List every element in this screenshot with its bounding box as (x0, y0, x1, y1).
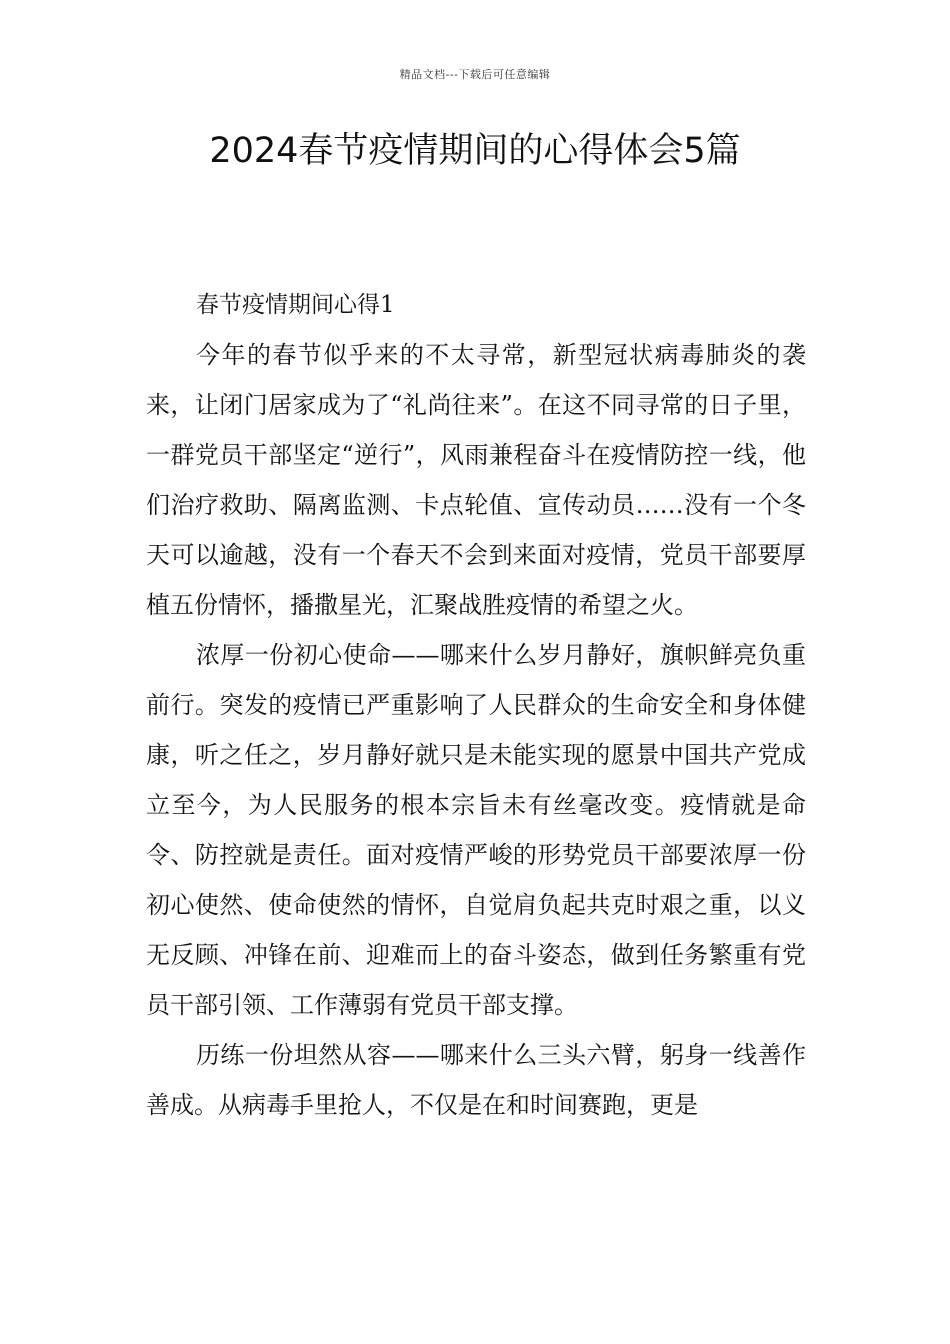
paragraph-3: 历练一份坦然从容——哪来什么三头六臂，躬身一线善作善成。从病毒手里抢人，不仅是在和时间赛跑，更是 (146, 1041, 806, 1119)
document-title: 2024春节疫情期间的心得体会5篇 (209, 131, 741, 171)
section-heading: 春节疫情期间心得1 (196, 292, 395, 318)
paragraph-1: 今年的春节似乎来的不太寻常，新型冠状病毒肺炎的袭来，让闭门居家成为了“礼尚往来”。在这不同寻常的日子里，一群党员干部坚定“逆行”，风雨兼程奋斗在疫情防控一线，他们治疗救助、隔离监测、卡点轮值、宣传动员……没有一个冬天可以逾越，没有一个春天不会到来面对疫情，党员干部要厚植五份情怀，播撒星光，汇聚战胜疫情的希望之火。 (146, 341, 806, 619)
header-note: 精品文档---下载后可任意编辑 (399, 68, 551, 81)
body-text (146, 280, 806, 1130)
paragraph-2: 浓厚一份初心使命——哪来什么岁月静好，旗帜鲜亮负重前行。突发的疫情已严重影响了人民群众的生命安全和身体健康，听之任之，岁月静好就只是未能实现的愿景中国共产党成立至今，为人民服务的根本宗旨未有丝毫改变。疫情就是命令、防控就是责任。面对疫情严峻的形势党员干部要浓厚一份初心使然、使命使然的情怀，自觉肩负起共克时艰之重，以义无反顾、冲锋在前、迎难而上的奋斗姿态，做到任务繁重有党员干部引领、工作薄弱有党员干部支撑。 (146, 641, 806, 1019)
